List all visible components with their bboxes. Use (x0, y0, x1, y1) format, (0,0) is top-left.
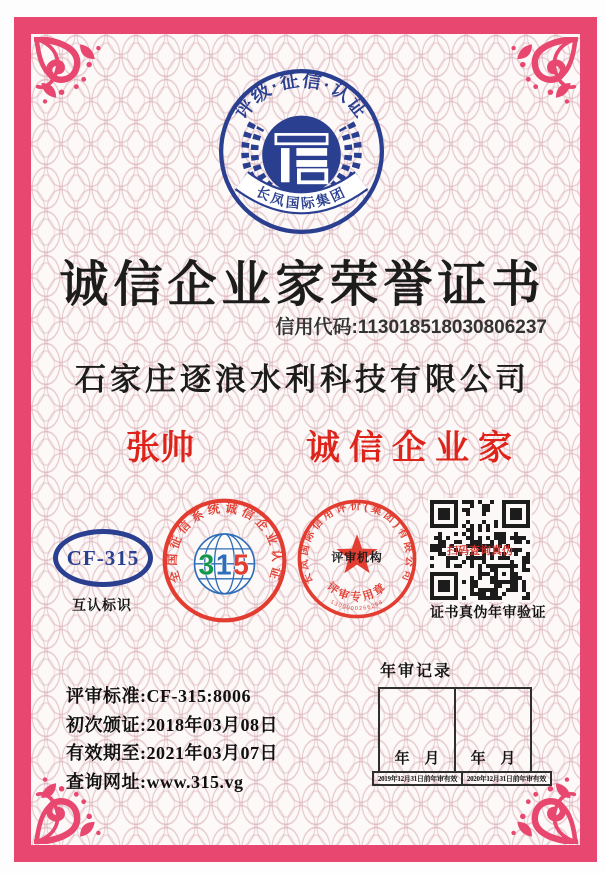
year-label: 年 (470, 751, 486, 767)
stamp-company-arc-text: 长凤国际信用评价(集团)有限公司 (299, 501, 415, 586)
svg-text:评级·征信·认证 (230, 68, 372, 122)
credit-code-line (276, 312, 547, 339)
detail-first-issued: 初次颁证:2018年03月08日 (66, 714, 278, 735)
cf315-oval-badge (53, 529, 153, 587)
verification-qr-code (428, 498, 532, 602)
review-box-2 (454, 687, 532, 773)
qr-caption: 证书真伪年审验证 (430, 606, 546, 621)
globe-digit-3: 3 (198, 548, 216, 581)
annual-review-section (372, 658, 562, 786)
certificate-title: 诚信企业家荣誉证书 (59, 258, 546, 312)
globe-seal-arc-text: 全国征信系统诚信企业认证 (164, 500, 285, 585)
cf315-badge-caption: 互认标识 (72, 599, 132, 614)
year-label: 年 (394, 751, 410, 767)
month-label: 月 (500, 751, 516, 767)
stamp-bottom-arc-text: 评审专用章 (324, 580, 390, 604)
emblem-arc-top-text: 评级·征信·认证 (230, 69, 373, 123)
certificate-details (66, 682, 278, 796)
detail-query-url: 查询网址:www.315.vg (66, 771, 244, 792)
review-box-1 (378, 687, 456, 773)
annual-review-title: 年审记录 (380, 663, 453, 680)
entrepreneur-name: 张帅 (126, 430, 194, 467)
stamp-center-text: 评审机构 (331, 550, 383, 565)
globe-digit-5: 5 (233, 548, 251, 581)
honor-title: 诚信企业家 (306, 430, 521, 467)
credit-rating-emblem-icon (216, 66, 387, 237)
qr-overlay-text: 扫码查询真伪 (447, 545, 513, 557)
detail-standard: 评审标准:CF-315:8006 (66, 686, 251, 706)
emblem-arc-bottom-text: 长凤国际集团 (253, 184, 350, 212)
svg-text:315 (198, 549, 250, 581)
globe-digit-1: 1 (215, 548, 234, 581)
stamp-serial-number: 1300000266258 (329, 599, 385, 613)
globe-315-seal-icon (158, 494, 291, 627)
review-note-2: 2020年12月31日前年审有效 (461, 771, 552, 786)
month-label: 月 (424, 751, 440, 767)
review-note-1: 2019年12月31日前年审有效 (372, 771, 463, 786)
credit-code-label: 信用代码: (275, 317, 358, 338)
cf315-badge-text: CF-315 (66, 545, 140, 570)
company-name: 石家庄逐浪水利科技有限公司 (75, 362, 530, 397)
official-red-stamp-icon (293, 495, 421, 623)
svg-text:评审专用章 (324, 579, 389, 604)
credit-code-value: 113018518030806237 (357, 317, 547, 338)
detail-valid-until: 有效期至:2021年03月07日 (66, 743, 278, 763)
